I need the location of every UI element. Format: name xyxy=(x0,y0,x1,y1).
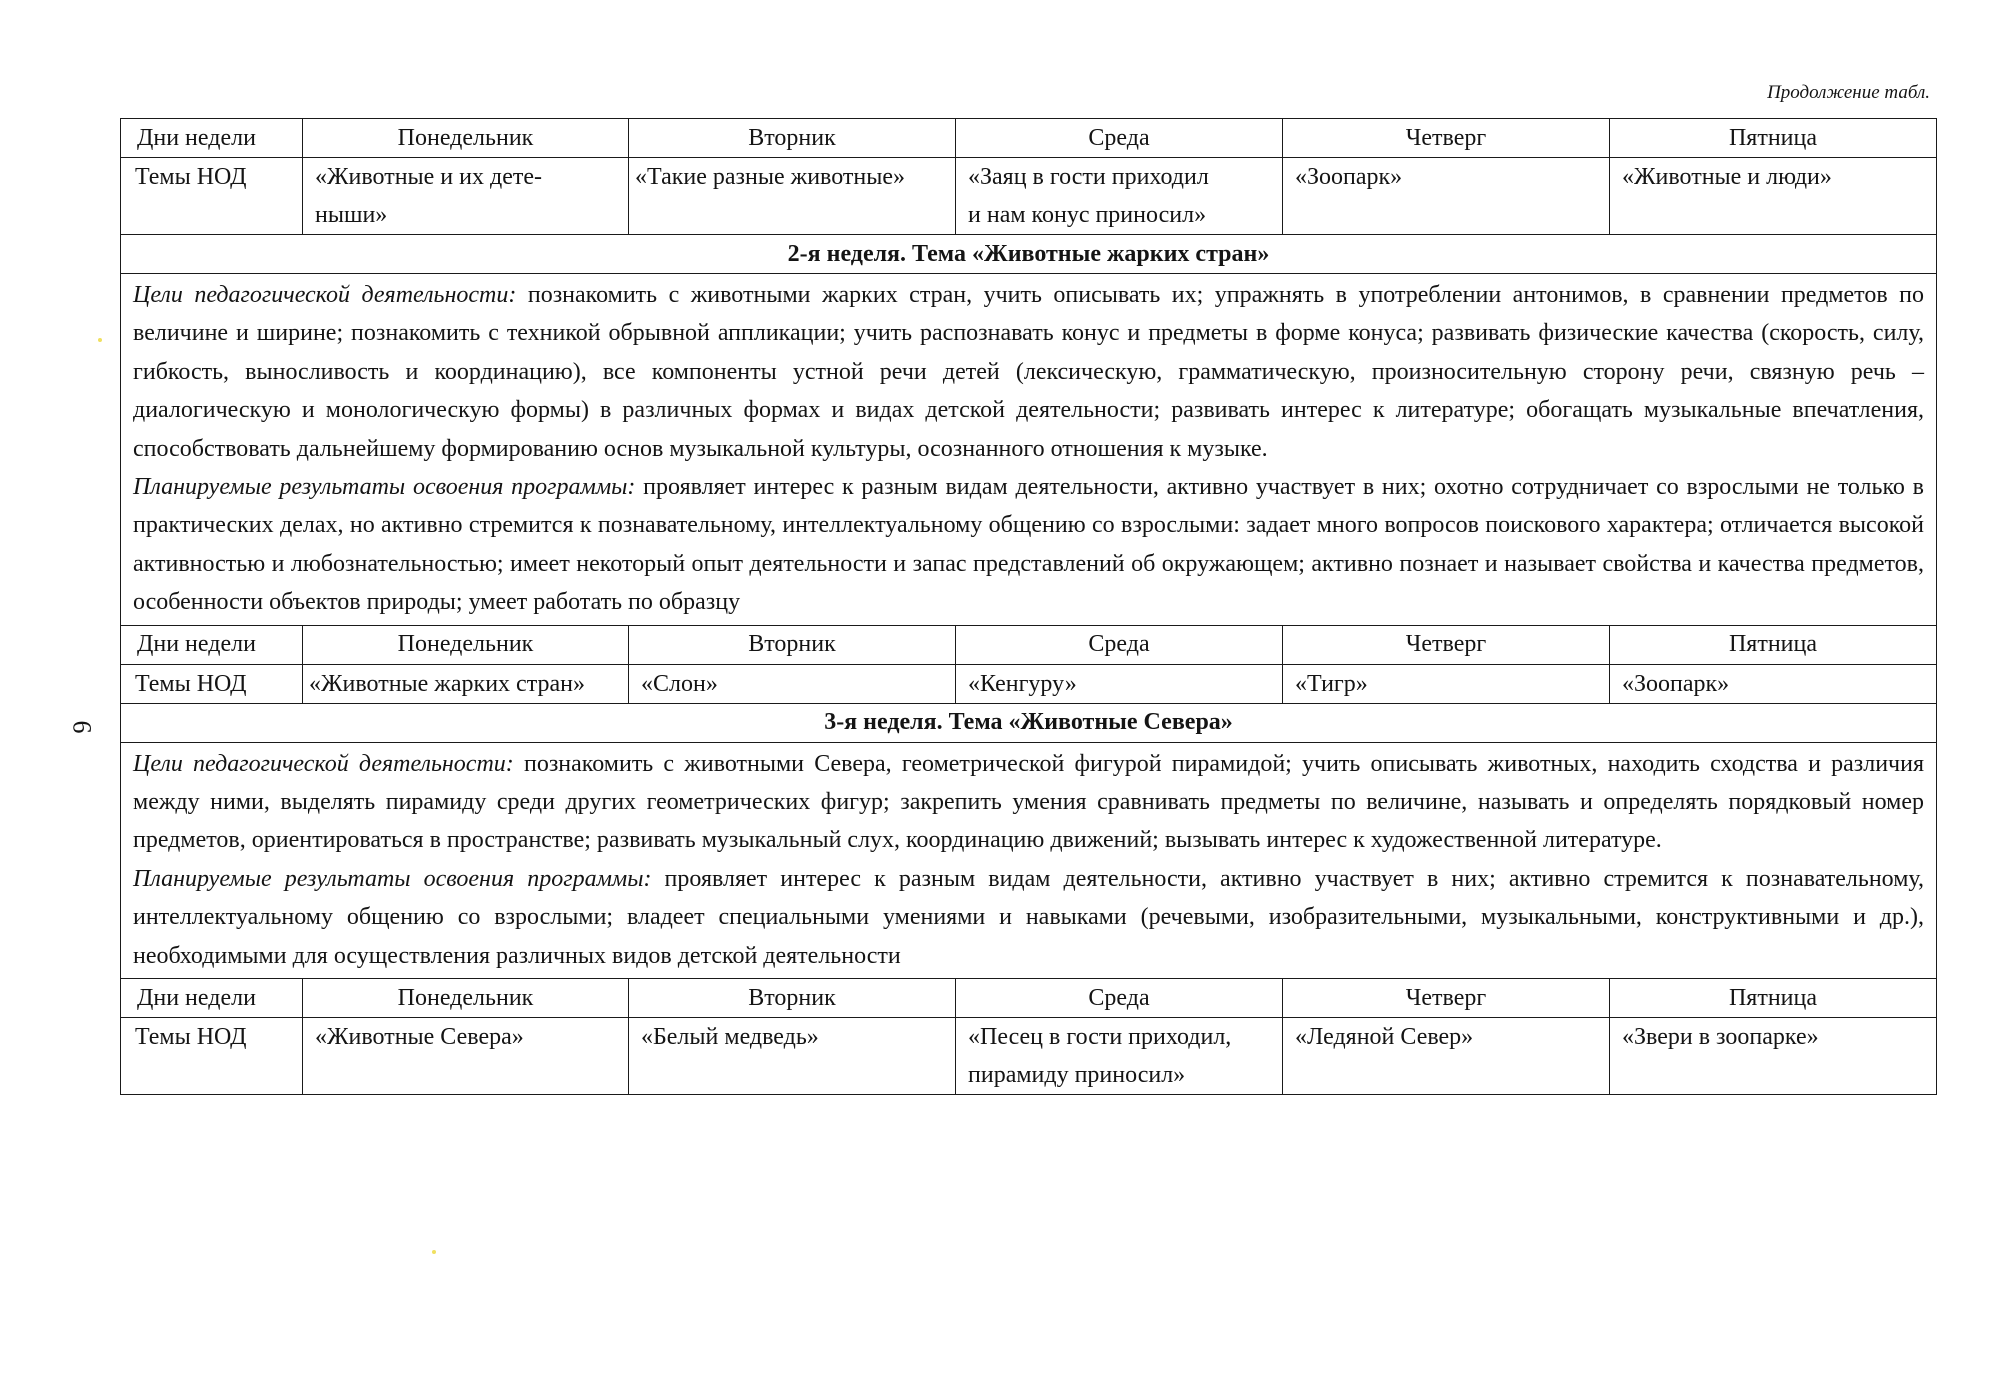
topic-monday: «Животные Севера» xyxy=(303,1018,629,1095)
topics-row xyxy=(121,1018,1937,1095)
topic-wednesday: «Песец в гости приходил, пирамиду приносил» xyxy=(956,1018,1283,1095)
days-header-row xyxy=(121,119,1937,158)
results-text: проявляет интерес к разным видам деятельности, активно участвует в них; охотно сотрудничает со взрослыми не только в практических делах, но активно стремится к познавательному, интеллектуальному общению со взрослыми: задает много вопросов поискового характера; отличается высокой активностью и любознательностью; имеет некоторый опыт деятельности и запас представлений об окружающем; активно познает и называет свойства и качества предметов, особенности объектов природы; умеет работать по образцу xyxy=(133,474,1924,616)
paper-speck xyxy=(432,1250,436,1254)
topic-thursday: «Зоопарк» xyxy=(1283,158,1610,235)
day-wednesday: Среда xyxy=(956,119,1283,158)
page-number: 6 xyxy=(67,720,97,734)
days-header-row xyxy=(121,625,1937,664)
days-header-label: Дни недели xyxy=(121,625,303,664)
topic-thursday: «Ледяной Север» xyxy=(1283,1018,1610,1095)
topic-friday: «Животные и люди» xyxy=(1610,158,1937,235)
days-header-row xyxy=(121,979,1937,1018)
week2-title: 2-я неделя. Тема «Животные жарких стран» xyxy=(121,235,1937,274)
topic-friday: «Звери в зоопарке» xyxy=(1610,1018,1937,1095)
topics-row xyxy=(121,158,1937,235)
topic-tuesday: «Такие разные животные» xyxy=(629,158,956,235)
goals-label: Цели педагогической деятельности: xyxy=(133,750,514,777)
day-monday: Понедельник xyxy=(303,979,629,1018)
results-label: Планируемые результаты освоения программы: xyxy=(133,474,636,501)
paper-speck xyxy=(98,338,102,342)
topic-monday: «Животные и их дете- ныши» xyxy=(303,158,629,235)
day-tuesday: Вторник xyxy=(629,979,956,1018)
goals-label: Цели педагогической деятельности: xyxy=(133,282,517,308)
days-header-label: Дни недели xyxy=(121,119,303,158)
day-friday: Пятница xyxy=(1610,625,1937,664)
topics-label: Темы НОД xyxy=(121,664,303,703)
goals-text: познакомить с животными Севера, геометрической фигурой пирамидой; учить описывать животных, находить сходства и различия между ними, выделять пирамиду среди других геометрических фигур; закрепить умения сравнивать предметы по величине, называть и определять порядковый номер предметов, ориентироваться в пространстве; развивать музыкальный слух, координацию движений; вызывать интерес к художественной литературе. xyxy=(133,750,1925,854)
topic-friday: «Зоопарк» xyxy=(1610,664,1937,703)
day-friday: Пятница xyxy=(1610,979,1937,1018)
results-label: Планируемые результаты освоения программы: xyxy=(133,865,652,892)
day-thursday: Четверг xyxy=(1283,625,1610,664)
day-thursday: Четверг xyxy=(1283,119,1610,158)
topics-row xyxy=(121,664,1937,703)
day-wednesday: Среда xyxy=(956,979,1283,1018)
topic-tuesday: «Белый медведь» xyxy=(629,1018,956,1095)
weekly-plan-table xyxy=(120,118,1937,1095)
week3-title: 3-я неделя. Тема «Животные Севера» xyxy=(121,703,1937,742)
day-tuesday: Вторник xyxy=(629,119,956,158)
topic-tuesday: «Слон» xyxy=(629,664,956,703)
topic-thursday: «Тигр» xyxy=(1283,664,1610,703)
topics-label: Темы НОД xyxy=(121,158,303,235)
results-text: проявляет интерес к разным видам деятельности, активно участвует в них; активно стремится к познавательному, интеллектуальному общению со взрослыми; владеет специальными умениями и навыками (речевыми, изобразительными, музыкальными, конструктивными и др.), необходимыми для осуществления различных видов детской деятельности xyxy=(133,865,1924,969)
topics-label: Темы НОД xyxy=(121,1018,303,1095)
day-wednesday: Среда xyxy=(956,625,1283,664)
week2-description xyxy=(121,274,1937,626)
day-monday: Понедельник xyxy=(303,625,629,664)
goals-text: познакомить с животными жарких стран, учить описывать их; упражнять в употреблении антонимов, в сравнении предметов по величине и ширине; познакомить с техникой обрывной аппликации; учить распознавать конус и предметы в форме конуса; развивать физические качества (скорость, силу, гибкость, выносливость и координацию), все компоненты устной речи детей (лексическую, грамматическую, произносительную сторону речи, связную речь – диалогическую и монологическую формы) в различных формах и видах детской деятельности; развивать интерес к литературе; обогащать музыкальные впечатления, способствовать дальнейшему формированию основ музыкальной культуры, осознанного отношения к музыке. xyxy=(133,282,1925,462)
week-title-row xyxy=(121,235,1937,274)
week-title-row xyxy=(121,703,1937,742)
day-thursday: Четверг xyxy=(1283,979,1610,1018)
week3-description xyxy=(121,742,1937,978)
topic-monday: «Животные жарких стран» xyxy=(303,664,629,703)
topic-wednesday: «Заяц в гости приходил и нам конус приносил» xyxy=(956,158,1283,235)
week-description-row xyxy=(121,274,1937,626)
table-continuation-caption: Продолжение табл. xyxy=(1767,82,1930,103)
week-description-row xyxy=(121,742,1937,978)
day-monday: Понедельник xyxy=(303,119,629,158)
topic-wednesday: «Кенгуру» xyxy=(956,664,1283,703)
days-header-label: Дни недели xyxy=(121,979,303,1018)
day-friday: Пятница xyxy=(1610,119,1937,158)
day-tuesday: Вторник xyxy=(629,625,956,664)
